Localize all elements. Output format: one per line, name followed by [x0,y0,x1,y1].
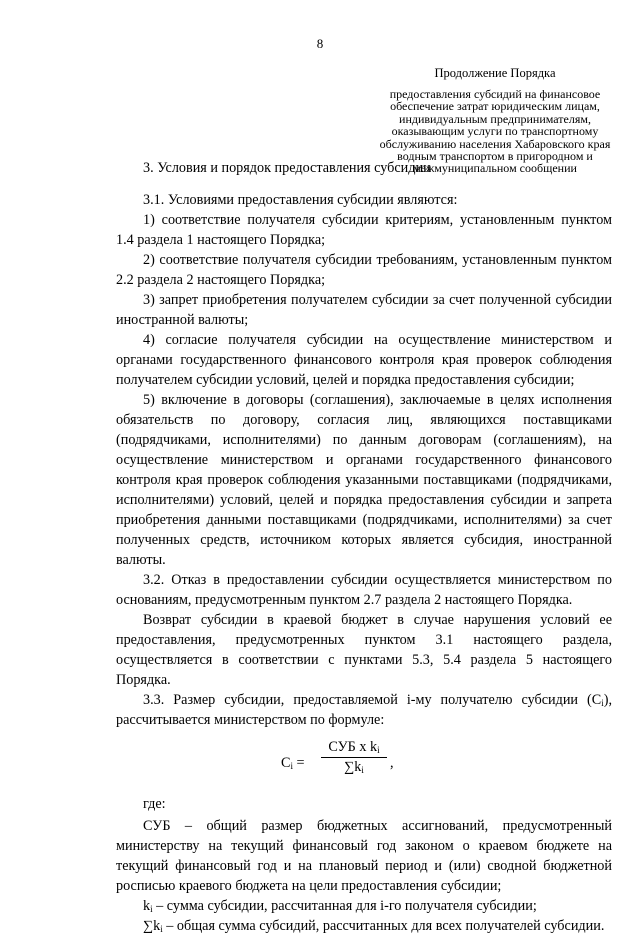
where-label: где: [143,796,166,812]
formula-equals: = [292,755,305,771]
definition-sum-ki [116,916,612,936]
definition-sum-text: – общая сумма субсидий, рассчитанных для всех получателей субсидии. [162,918,605,934]
formula-numerator-text: СУБ x k [328,739,378,755]
header-title: Продолжение Порядка [434,66,556,80]
header-line: межмуниципальном сообщении [413,161,577,176]
definition-sum-symbol: ∑k [143,918,161,934]
paragraph-3-1: 3.1. Условиями предоставления субсидии являются: [143,192,458,208]
paragraph-3-3-text-b: ), рассчитывается министерством по формуле: [116,692,612,728]
condition-1: 1) соответствие получателя субсидии критериям, установленным пунктом 1.4 раздела 1 настоящего Порядка; [116,212,612,248]
formula-denominator [321,758,387,776]
formula-fraction [321,738,387,776]
paragraph-3-2: 3.2. Отказ в предоставлении субсидии осуществляется министерством по основаниям, предусмотренным пунктом 2.7 раздела 2 настоящего Порядка. [116,572,612,608]
document-body [116,158,612,936]
definition-ki-subscript: i [150,904,153,914]
header-line: индивидуальным предпринимателям, [399,111,591,126]
header-line: водным транспортом в пригородном и [397,149,593,164]
condition-5: 5) включение в договоры (соглашения), заключаемые в целях исполнения обязательств по договору, согласия лиц, являющихся поставщиками (подрядчиками, исполнителями) по данным договорам (соглашениям), на осуществление министерством и органами государственного финансового контроля края проверок соблюдения указанными поставщиками (подрядчиками, исполнителями) условий, целей и порядка предоставления субсидии и запрета приобретения данными поставщиками (подрядчиками, исполнителями) за счет полученных средств, источником которых является субсидия, иностранной валюты. [116,392,612,568]
paragraph-refund: Возврат субсидии в краевой бюджет в случае нарушения условий ее предоставления, предусмотренных пунктом 3.1 настоящего раздела, осуществляется в соответствии с пунктами 5.3, 5.4 раздела 5 настоящего Порядка. [116,612,612,688]
definition-ki [116,896,612,916]
paragraph-3-3-text-a: 3.3. Размер субсидии, предоставляемой i-му получателю субсидии (C [143,692,602,708]
formula-lhs [281,753,305,773]
page-number: 8 [316,36,324,51]
definition-ki-text: – сумма субсидии, рассчитанная для i-го получателя субсидии; [152,898,537,914]
formula-denominator-subscript: i [361,765,364,775]
header-line: оказывающим услуги по транспортному [391,124,599,139]
definition-sum-subscript: i [160,924,163,934]
formula-numerator [321,738,387,758]
definition-sub: СУБ – общий размер бюджетных ассигнований, предусмотренный министерству на текущий финансовый год законом о краевом бюджете на текущий финансовый год и на плановый период и (или) сводной бюджетной росписью краевого бюджета на цели предоставления субсидии; [116,818,612,894]
section-heading: 3. Условия и порядок предоставления субсидии [143,160,431,176]
condition-4: 4) согласие получателя субсидии на осуществление министерством и органами государственного финансового контроля края проверок соблюдения получателем субсидии условий, целей и порядка предоставления субсидии; [116,332,612,388]
subsidy-formula [116,738,612,786]
header-line: предоставления субсидий на финансовое [389,87,601,101]
header-line: обслуживанию населения Хабаровского края [379,136,611,151]
formula-lhs-symbol: C [281,755,291,771]
formula-lhs-subscript: i [290,761,293,771]
definition-ki-symbol: k [143,898,151,914]
formula-numerator-subscript: i [377,745,380,755]
paragraph-3-3-subscript: i [601,698,604,708]
formula-denominator-text: ∑k [344,759,362,775]
header-line: обеспечение затрат юридическим лицам, [390,99,600,114]
formula-trailing-comma: , [390,755,394,771]
paragraph-3-3 [116,690,612,730]
condition-3: 3) запрет приобретения получателем субсидии за счет полученной субсидии иностранной валюты; [116,292,612,328]
condition-2: 2) соответствие получателя субсидии требованиям, установленным пунктом 2.2 раздела 2 настоящего Порядка; [116,252,612,288]
